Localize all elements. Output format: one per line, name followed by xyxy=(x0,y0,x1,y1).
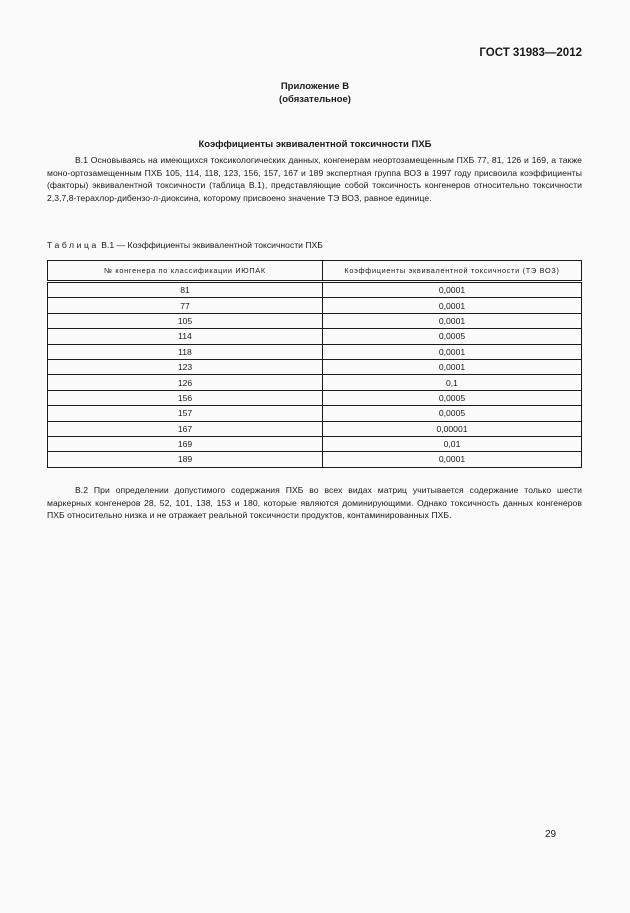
congener-number-cell: 77 xyxy=(48,298,323,313)
section-title: Коэффициенты эквивалентной токсичности ПХБ xyxy=(198,139,432,150)
paragraph-text: В.2 При определении допустимого содержания ПХБ во всех видах матриц учитывается содержание только шести маркерных конгенеров 28, 52, 101, 138, 153 и 180, которые являются доминирующими. Однако токсичность данных конгенеров ПХБ относительно низка и не отражает реальной токсичности продуктов, контаминированных ПХБ. xyxy=(47,485,582,521)
tef-value-cell: 0,0001 xyxy=(323,313,582,328)
congener-number-cell: 156 xyxy=(48,390,323,405)
tef-value-cell: 0,00001 xyxy=(323,421,582,436)
tef-value-cell: 0,0001 xyxy=(323,282,582,298)
congener-number-cell: 105 xyxy=(48,313,323,328)
table-caption-text: В.1 — Коэффициенты эквивалентной токсичности ПХБ xyxy=(98,240,323,250)
annex-title: Приложение В xyxy=(280,81,350,92)
congener-number-cell: 167 xyxy=(48,421,323,436)
table-row xyxy=(48,329,582,344)
tef-value-cell: 0,0001 xyxy=(323,298,582,313)
table-caption-prefix: Таблица xyxy=(47,240,99,250)
congener-number-cell: 169 xyxy=(48,436,323,451)
congener-number-cell: 126 xyxy=(48,375,323,390)
table-row xyxy=(48,436,582,451)
tef-value-cell: 0,0005 xyxy=(323,406,582,421)
annex-heading xyxy=(0,80,630,106)
table-row xyxy=(48,375,582,390)
table-row xyxy=(48,313,582,328)
column-header-tef: Коэффициенты эквивалентной токсичности (ТЭ ВОЗ) xyxy=(323,261,582,282)
table-row xyxy=(48,359,582,374)
table-row xyxy=(48,390,582,405)
table-row xyxy=(48,421,582,436)
congener-number-cell: 114 xyxy=(48,329,323,344)
tef-value-cell: 0,0001 xyxy=(323,359,582,374)
congener-number-cell: 189 xyxy=(48,452,323,467)
tef-value-cell: 0,0001 xyxy=(323,344,582,359)
table-row xyxy=(48,282,582,298)
paragraph-b1 xyxy=(47,154,582,204)
tef-value-cell: 0,01 xyxy=(323,436,582,451)
table-row xyxy=(48,298,582,313)
table-row xyxy=(48,406,582,421)
column-header-congener: № конгенера по классификации ИЮПАК xyxy=(48,261,323,282)
paragraph-text: В.1 Основываясь на имеющихся токсикологических данных, конгенерам неортозамещенным ПХБ 77, 81, 126 и 169, а также моно-ортозамещенным ПХБ 105, 114, 118, 123, 156, 157, 167 и 189 экспертная группа ВОЗ в 1997 году присвоила коэффициенты (факторы) эквивалентной токсичности (таблица В.1), представляющие собой токсичность конгенеров относительно токсичности 2,3,7,8-терахлор-дибензо-л-диоксина, которому присвоено значение ТЭ ВОЗ, равное единице. xyxy=(47,155,582,203)
paragraph-b2 xyxy=(47,484,582,522)
table-caption xyxy=(47,240,323,250)
tef-table xyxy=(47,260,582,468)
tef-value-cell: 0,0005 xyxy=(323,390,582,405)
page-number: 29 xyxy=(545,829,557,840)
table-row xyxy=(48,452,582,467)
congener-number-cell: 157 xyxy=(48,406,323,421)
annex-subtitle: (обязательное) xyxy=(279,94,351,105)
tef-value-cell: 0,0001 xyxy=(323,452,582,467)
table-header-row xyxy=(48,261,582,282)
document-id: ГОСТ 31983—2012 xyxy=(479,47,582,59)
congener-number-cell: 123 xyxy=(48,359,323,374)
table-row xyxy=(48,344,582,359)
tef-value-cell: 0,1 xyxy=(323,375,582,390)
congener-number-cell: 118 xyxy=(48,344,323,359)
tef-value-cell: 0,0005 xyxy=(323,329,582,344)
congener-number-cell: 81 xyxy=(48,282,323,298)
